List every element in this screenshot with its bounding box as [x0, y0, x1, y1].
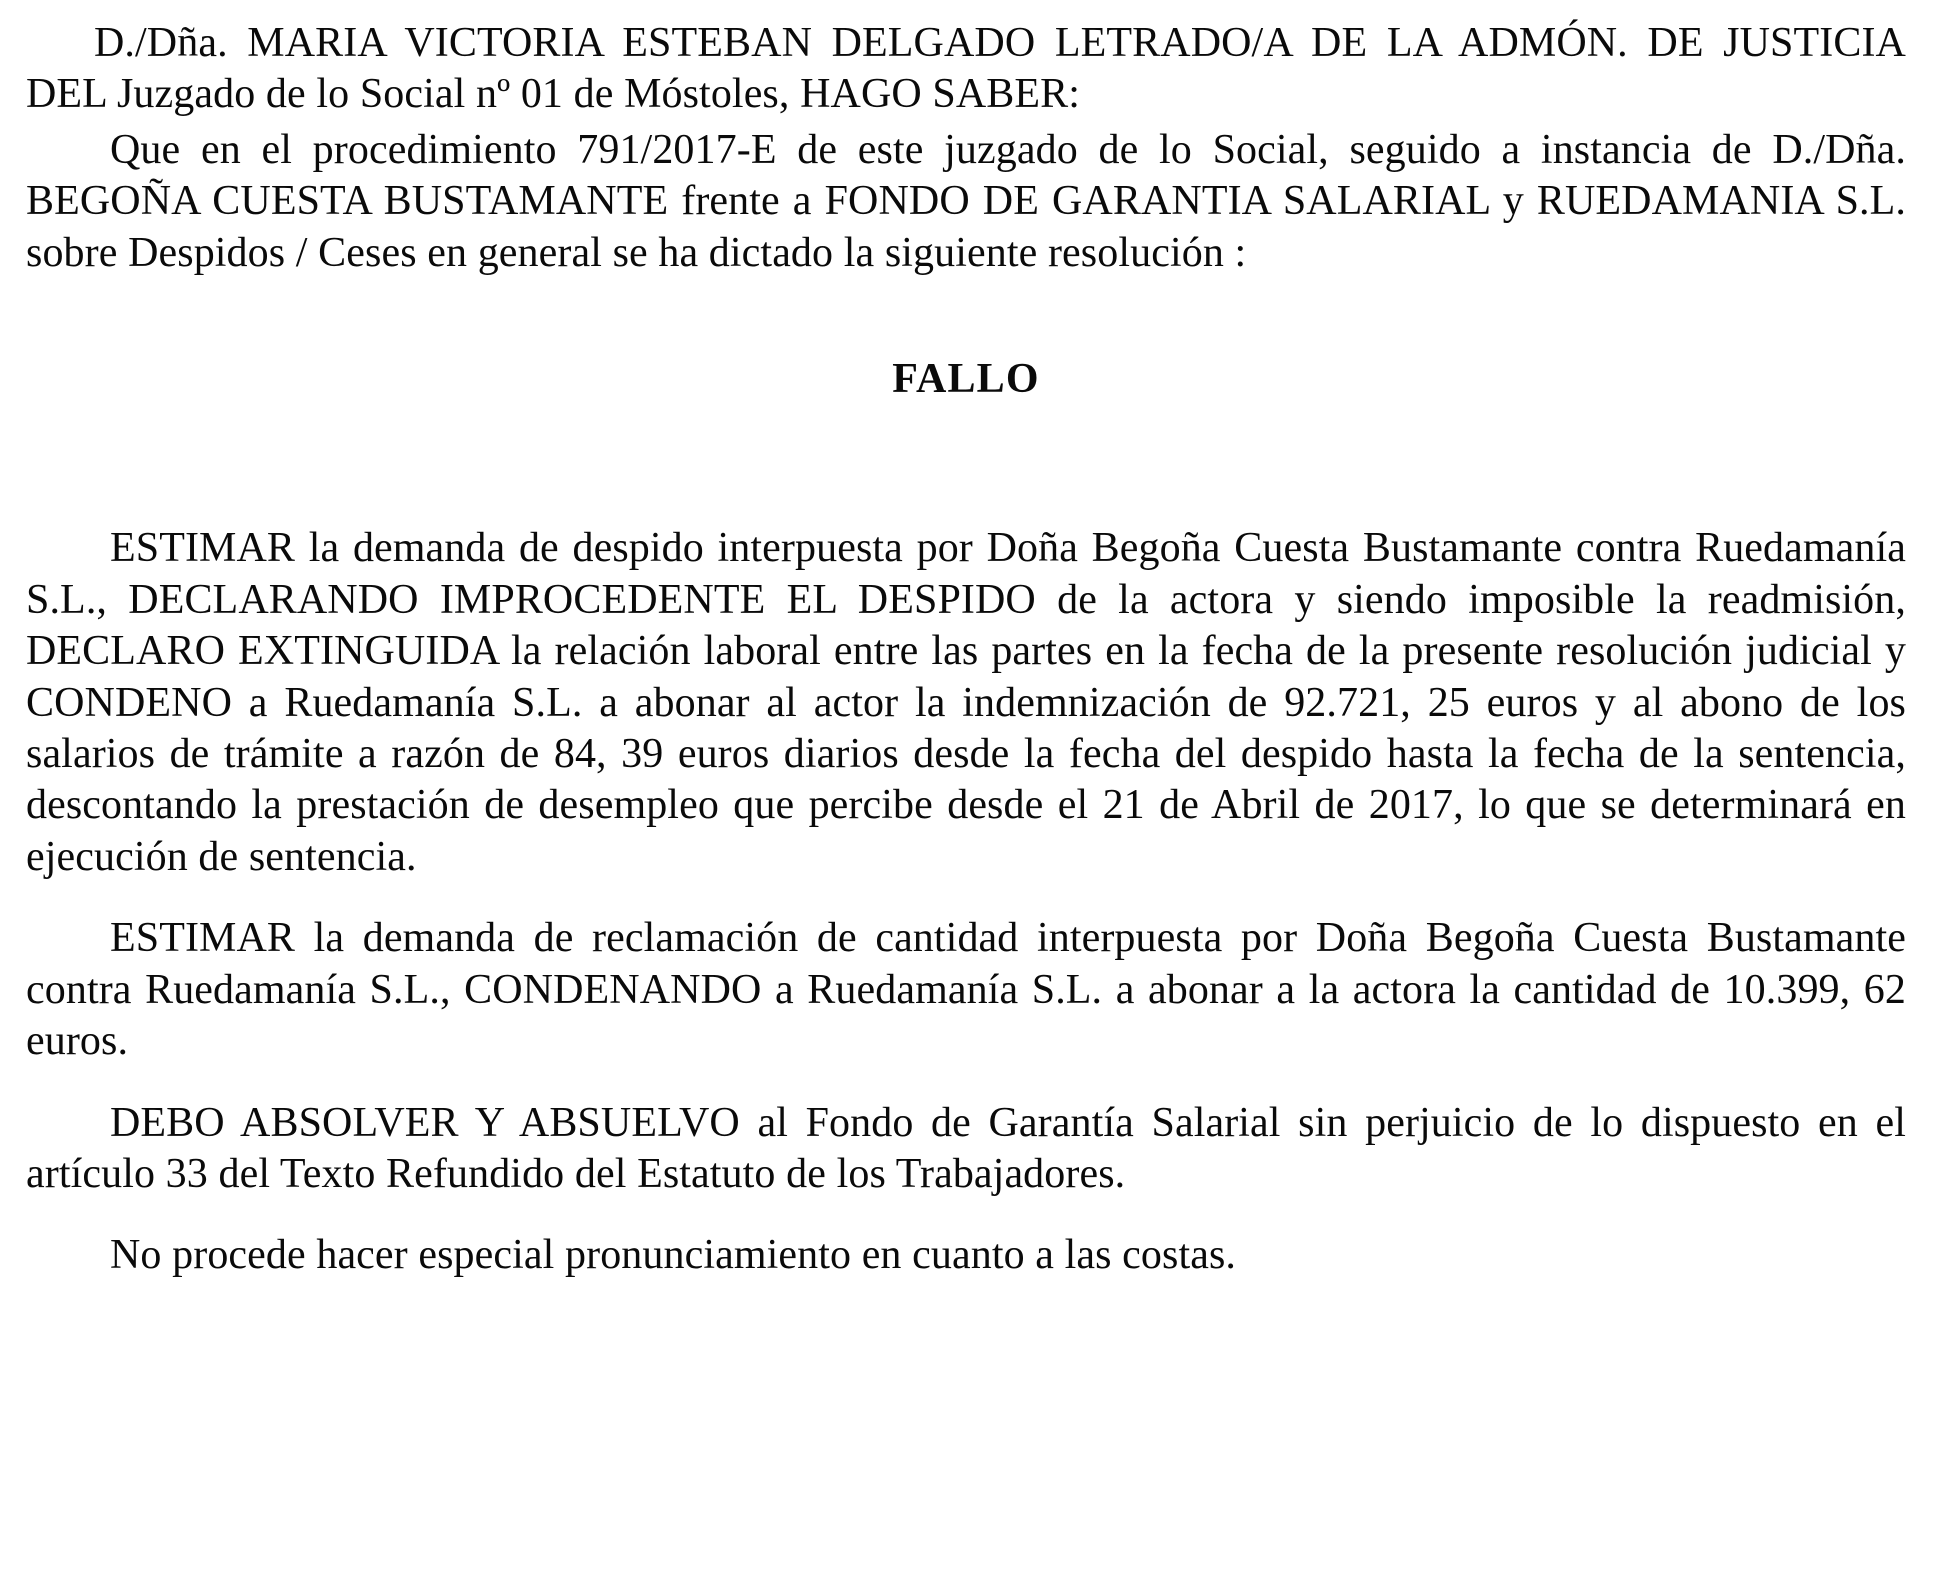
body-paragraph-fogasa-absolution: DEBO ABSOLVER Y ABSUELVO al Fondo de Garantía Salarial sin perjuicio de lo dispuesto en el artículo 33 del Texto Refundido del Estatuto de los Trabajadores.: [26, 1099, 1906, 1197]
header-paragraph-court-clerk: D./Dña. MARIA VICTORIA ESTEBAN DELGADO LETRADO/A DE LA ADMÓN. DE JUSTICIA DEL Juzgado de lo Social nº 01 de Móstoles, HAGO SABER:: [26, 20, 1906, 118]
header-paragraph-proceeding: Que en el procedimiento 791/2017-E de este juzgado de lo Social, seguido a instancia de D./Dña. BEGOÑA CUESTA BUSTAMANTE frente a FONDO DE GARANTIA SALARIAL y RUEDAMANIA S.L. sobre Despidos / Ceses en general se ha dictado la siguiente resolución :: [26, 126, 1906, 276]
body-paragraph-costs: No procede hacer especial pronunciamiento en cuanto a las costas.: [110, 1232, 1237, 1279]
body-paragraph-amount-claim: ESTIMAR la demanda de reclamación de cantidad interpuesta por Doña Begoña Cuesta Bustamante contra Ruedamanía S.L., CONDENANDO a Ruedamanía S.L. a abonar a la actora la cantidad de 10.399, 62 euros.: [26, 915, 1906, 1065]
heading-spacer: [26, 403, 1906, 523]
ruling-heading: FALLO: [892, 356, 1040, 403]
body-paragraph-dismissal-claim: ESTIMAR la demanda de despido interpuesta por Doña Begoña Cuesta Bustamante contra Ruedamanía S.L., DECLARANDO IMPROCEDENTE EL DESPIDO de la actora y siendo imposible la readmisión, DECLARO EXTINGUIDA la relación laboral entre las partes en la fecha de la presente resolución judicial y CONDENO a Ruedamanía S.L. a abonar al actor la indemnización de 92.721, 25 euros y al abono de los salarios de trámite a razón de 84, 39 euros diarios desde la fecha del despido hasta la fecha de la sentencia, descontando la prestación de desempleo que percibe desde el 21 de Abril de 2017, lo que se determinará en ejecución de sentencia.: [26, 525, 1906, 880]
ruling-heading-container: [26, 355, 1906, 403]
